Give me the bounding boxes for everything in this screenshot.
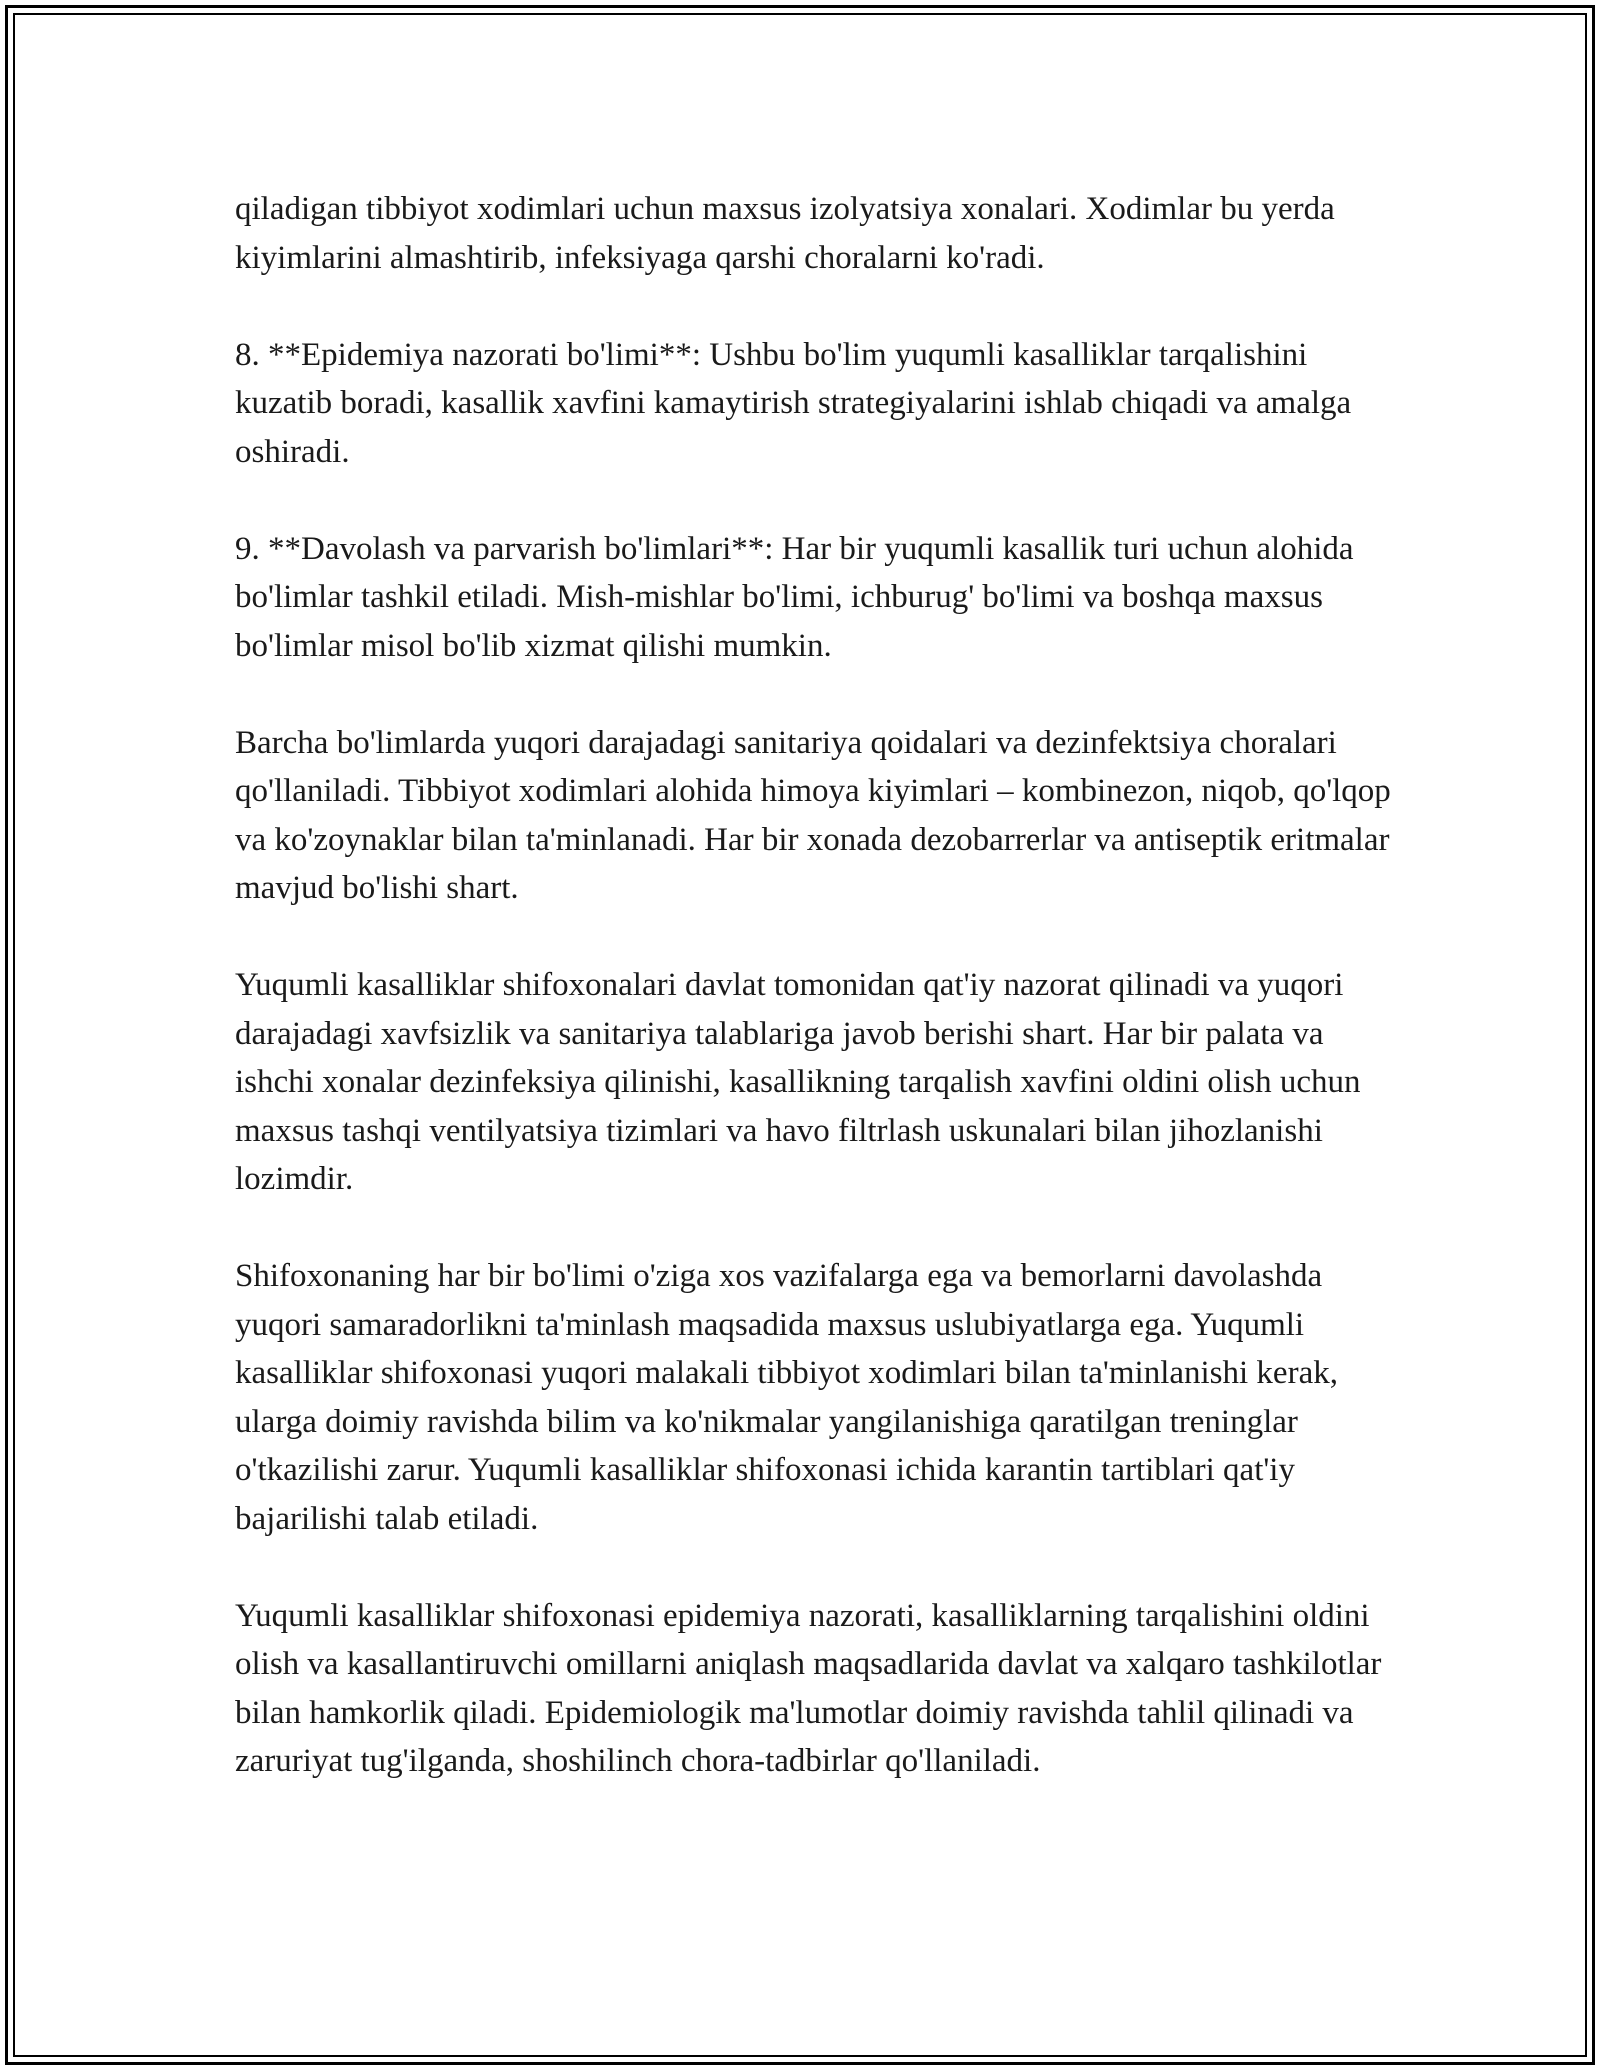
paragraph-epidemic-control: 8. **Epidemiya nazorati bo'limi**: Ushbu bo'lim yuqumli kasalliklar tarqalishini kuzatib boradi, kasallik xavfini kamaytirish strategiyalarini ishlab chiqadi va amalga oshiradi. [235,336,1352,470]
paragraph-treatment-departments: 9. **Davolash va parvarish bo'limlari**: Har bir yuqumli kasallik turi uchun alohida bo'limlar tashkil etiladi. Mish-mishlar bo'limi, ichburug' bo'limi va boshqa maxsus bo'limlar misol bo'lib xizmat qilishi mumkin. [235,530,1354,664]
document-body [235,185,1395,1786]
paragraph-cooperation: Yuqumli kasalliklar shifoxonasi epidemiya nazorati, kasalliklarning tarqalishini oldini olish va kasallantiruvchi omillarni aniqlash maqsadlarida davlat va xalqaro tashkilotlar bilan hamkorlik qiladi. Epidemiologik ma'lumotlar doimiy ravishda tahlil qilinadi va zaruriyat tug'ilganda, shoshilinch chora-tadbirlar qo'llaniladi. [235,1597,1382,1779]
paragraph-department-functions: Shifoxonaning har bir bo'limi o'ziga xos vazifalarga ega va bemorlarni davolashda yuqori samaradorlikni ta'minlash maqsadida maxsus uslubiyatlarga ega. Yuqumli kasalliklar shifoxonasi yuqori malakali tibbiyot xodimlari bilan ta'minlanishi kerak, ularga doimiy ravishda bilim va ko'nikmalar yangilanishiga qaratilgan treninglar o'tkazilishi zarur. Yuqumli kasalliklar shifoxonasi ichida karantin tartiblari qat'iy bajarilishi talab etiladi. [235,1258,1338,1537]
paragraph-isolation-rooms: qiladigan tibbiyot xodimlari uchun maxsus izolyatsiya xonalari. Xodimlar bu yerda kiyimlarini almashtirib, infeksiyaga qarshi choralarni ko'radi. [235,191,1335,276]
paragraph-state-control: Yuqumli kasalliklar shifoxonalari davlat tomonidan qat'iy nazorat qilinadi va yuqori darajadagi xavfsizlik va sanitariya talablariga javob berishi shart. Har bir palata va ishchi xonalar dezinfeksiya qilinishi, kasallikning tarqalish xavfini oldini olish uchun maxsus tashqi ventilyatsiya tizimlari va havo filtrlash uskunalari bilan jihozlanishi lozimdir. [235,967,1361,1197]
paragraph-sanitation: Barcha bo'limlarda yuqori darajadagi sanitariya qoidalari va dezinfektsiya choralari qo'llaniladi. Tibbiyot xodimlari alohida himoya kiyimlari – kombinezon, niqob, qo'lqop va ko'zoynaklar bilan ta'minlanadi. Har bir xonada dezobarrerlar va antiseptik eritmalar mavjud bo'lishi shart. [235,724,1391,906]
